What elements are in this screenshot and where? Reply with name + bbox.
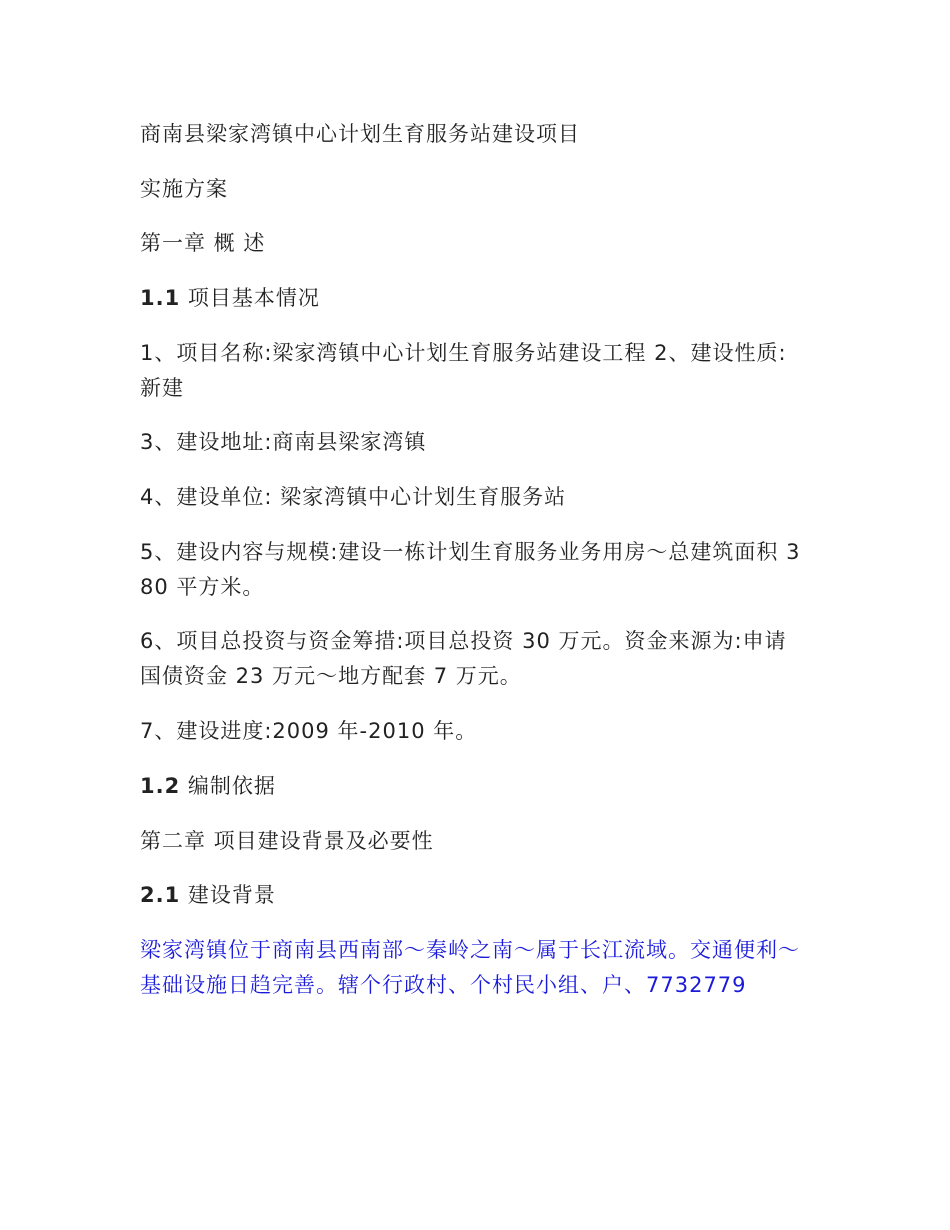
section-number: 1.1 xyxy=(140,286,181,310)
item-project-name: 1、项目名称:梁家湾镇中心计划生育服务站建设工程 2、建设性质:新建 xyxy=(140,341,787,400)
chapter-1-heading: 第一章 概 述 xyxy=(140,231,266,255)
section-2-1-heading xyxy=(140,878,805,913)
chapter-2-heading: 第二章 项目建设背景及必要性 xyxy=(140,829,434,853)
section-1-1-heading xyxy=(140,281,805,316)
item-unit: 4、建设单位: 梁家湾镇中心计划生育服务站 xyxy=(140,485,567,509)
section-number: 1.2 xyxy=(140,774,181,798)
item-address: 3、建设地址:商南县梁家湾镇 xyxy=(140,430,427,454)
section-number: 2.1 xyxy=(140,883,181,907)
item-investment: 6、项目总投资与资金筹措:项目总投资 30 万元。资金来源为:申请国债资金 23 万元～地方配套 7 万元。 xyxy=(140,629,787,688)
section-1-2-heading xyxy=(140,769,805,804)
section-title: 项目基本情况 xyxy=(180,286,320,310)
background-paragraph-link[interactable]: 梁家湾镇位于商南县西南部～秦岭之南～属于长江流域。交通便利～基础设施日趋完善。辖个行政村、个村民小组、户、7732779 xyxy=(140,938,800,997)
section-title: 编制依据 xyxy=(180,774,276,798)
section-title: 建设背景 xyxy=(180,883,276,907)
item-scope: 5、建设内容与规模:建设一栋计划生育服务业务用房～总建筑面积 380 平方米。 xyxy=(140,540,801,599)
item-schedule: 7、建设进度:2009 年-2010 年。 xyxy=(140,719,478,743)
document-title: 商南县梁家湾镇中心计划生育服务站建设项目 xyxy=(140,122,580,146)
document-subtitle: 实施方案 xyxy=(140,177,228,201)
